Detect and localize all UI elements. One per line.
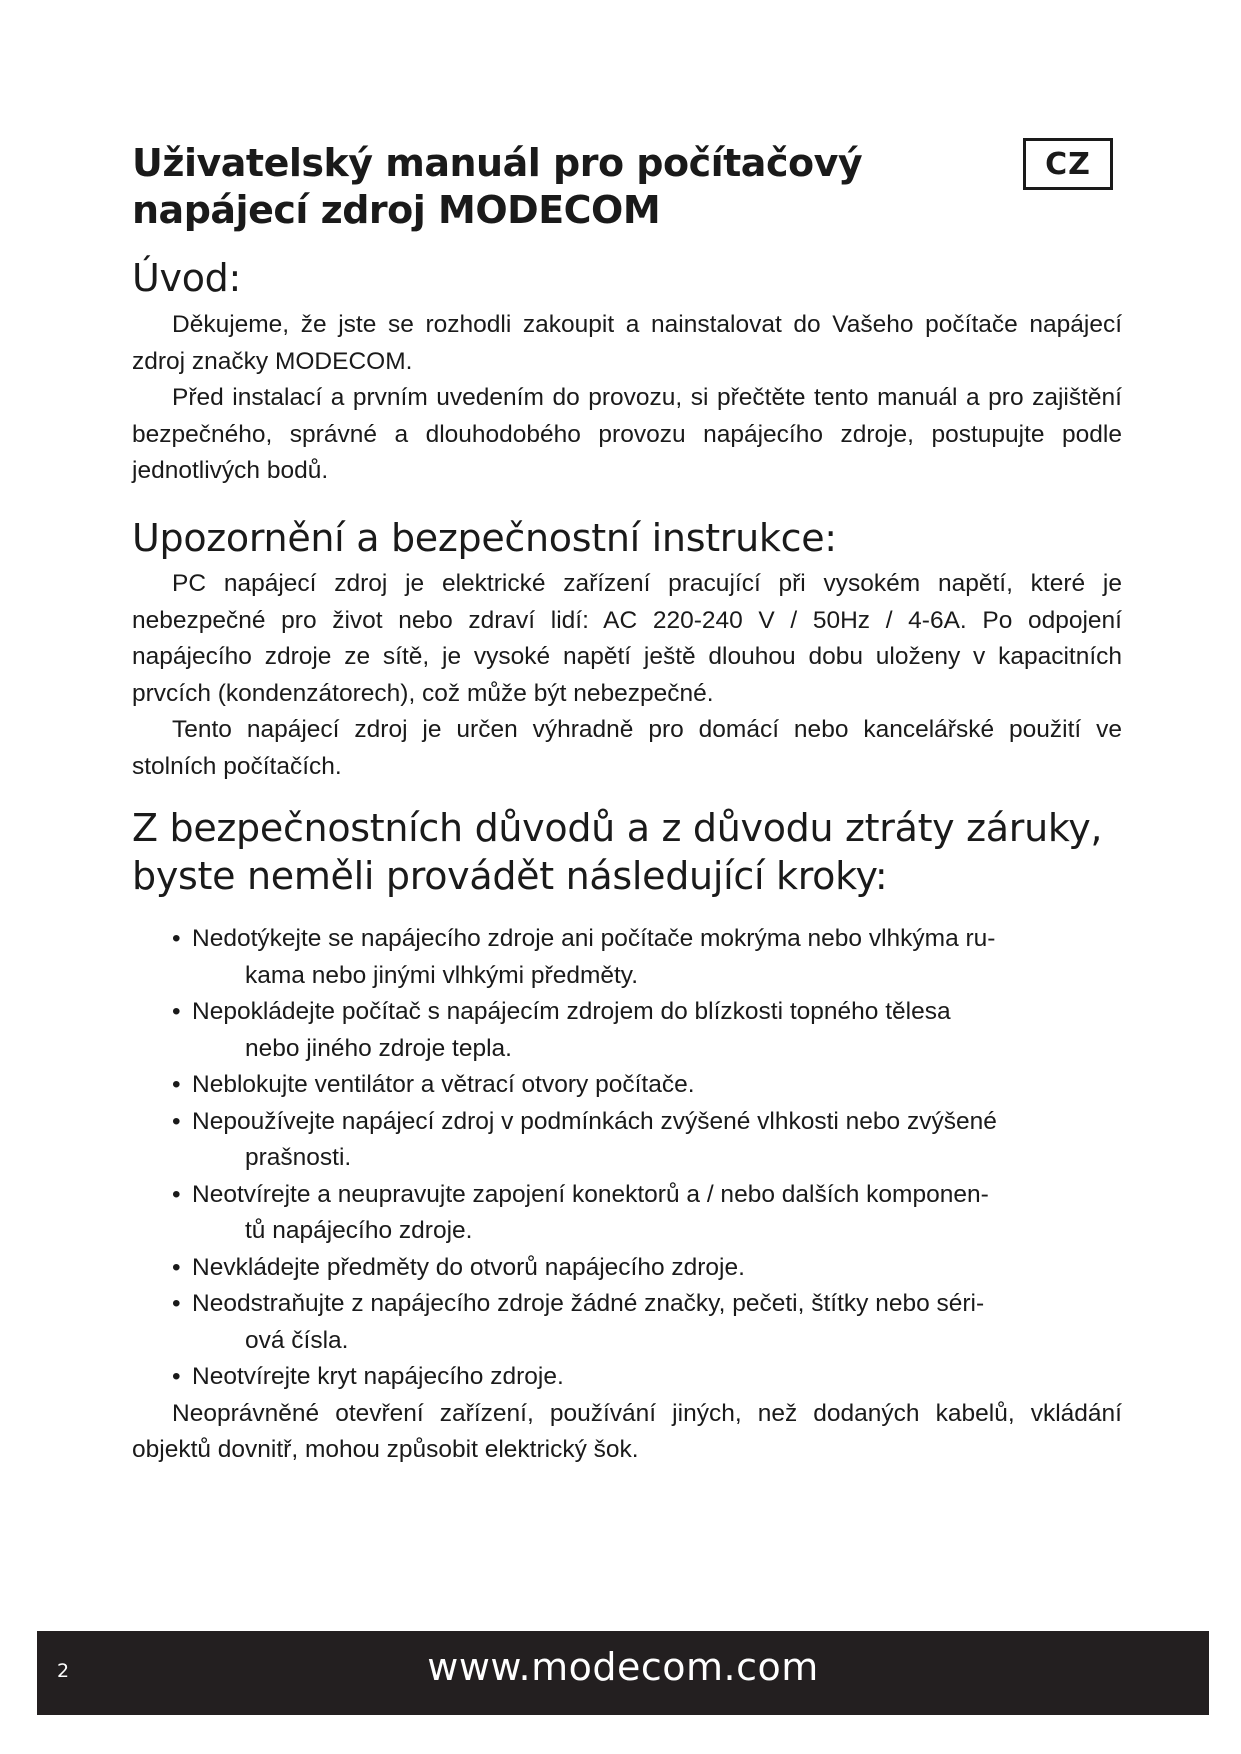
list-item-text: Nevkládejte předměty do otvorů napájecího zdroje.	[192, 1253, 745, 1281]
intro-section	[132, 307, 1122, 490]
document-title	[132, 140, 952, 234]
safety-paragraph: PC napájecí zdroj je elektrické zařízení pracující při vysokém napětí, které je nebezpečné pro život nebo zdraví lidí: AC 220-240 V / 50Hz / 4-6A. Po odpojení napájecího zdroje ze sítě, je vysoké napětí ještě dlouhou dobu uloženy v kapacitních prvcích (kondenzátorech), což může být nebezpečné.	[132, 570, 1122, 707]
list-item-text: Neblokujte ventilátor a větrací otvory počítače.	[192, 1071, 695, 1098]
title-line-2: napájecí zdroj MODECOM	[132, 188, 661, 232]
warnings-heading-line-2: byste neměli provádět následující kroky:	[132, 854, 888, 898]
bullet-icon: •	[172, 1290, 181, 1317]
list-item-text: Neotvírejte kryt napájecího zdroje.	[192, 1363, 564, 1390]
list-item-continuation: nebo jiného zdroje tepla.	[245, 1034, 512, 1062]
page-number: 2	[57, 1660, 70, 1682]
list-item	[172, 1067, 1090, 1104]
bullet-icon: •	[172, 1363, 181, 1390]
safety-section	[132, 566, 1122, 785]
list-item-text: Nepokládejte počítač s napájecím zdrojem do blízkosti topného tělesa	[192, 998, 951, 1025]
warnings-list	[172, 921, 1090, 1396]
list-item	[172, 921, 1090, 994]
list-item-text: Nedotýkejte se napájecího zdroje ani počítače mokrýma nebo vlhkýma ru-	[192, 925, 996, 952]
footer-bar	[37, 1631, 1209, 1715]
list-item	[172, 994, 1090, 1067]
list-item-text: Nepoužívejte napájecí zdroj v podmínkách zvýšené vlhkosti nebo zvýšené	[192, 1107, 997, 1135]
intro-heading: Úvod:	[132, 256, 241, 300]
list-item	[172, 1250, 1090, 1287]
list-item-continuation: tů napájecího zdroje.	[245, 1217, 473, 1244]
list-item	[172, 1177, 1090, 1250]
list-item	[172, 1286, 1090, 1359]
list-item	[172, 1104, 1090, 1177]
safety-heading: Upozornění a bezpečnostní instrukce:	[132, 516, 837, 560]
bullet-icon: •	[172, 1107, 181, 1135]
safety-paragraph: Tento napájecí zdroj je určen výhradně pro domácí nebo kancelářské použití ve stolních počítačích.	[132, 716, 1122, 780]
list-item-continuation: kama nebo jinými vlhkými předměty.	[245, 961, 639, 989]
bullet-icon: •	[172, 1180, 181, 1208]
list-item-text: Neodstraňujte z napájecího zdroje žádné značky, pečeti, štítky nebo séri-	[192, 1290, 985, 1317]
intro-paragraph: Před instalací a prvním uvedením do provozu, si přečtěte tento manuál a pro zajištění bezpečného, správné a dlouhodobého provozu napájecího zdroje, postupujte podle jednotlivých bodů.	[132, 384, 1122, 484]
warnings-heading-line-1: Z bezpečnostních důvodů a z důvodu ztráty záruky,	[132, 806, 1103, 850]
bullet-icon: •	[172, 925, 181, 952]
list-item	[172, 1359, 1090, 1396]
language-badge: CZ	[1023, 138, 1113, 190]
intro-paragraph: Děkujeme, že jste se rozhodli zakoupit a nainstalovat do Vašeho počítače napájecí zdroj značky MODECOM.	[132, 311, 1122, 375]
warnings-closing-paragraph: Neoprávněné otevření zařízení, používání jiných, než dodaných kabelů, vkládání objektů dovnitř, mohou způsobit elektrický šok.	[132, 1399, 1122, 1463]
bullet-icon: •	[172, 998, 181, 1025]
title-line-1: Uživatelský manuál pro počítačový	[132, 141, 863, 185]
warnings-heading	[132, 804, 1102, 900]
bullet-icon: •	[172, 1253, 181, 1281]
warnings-section	[132, 921, 1122, 1469]
list-item-text: Neotvírejte a neupravujte zapojení konektorů a / nebo dalších komponen-	[192, 1180, 989, 1208]
list-item-continuation: prašnosti.	[245, 1144, 352, 1171]
bullet-icon: •	[172, 1071, 181, 1098]
website-link[interactable]: www.modecom.com	[427, 1645, 819, 1689]
list-item-continuation: ová čísla.	[245, 1326, 349, 1354]
